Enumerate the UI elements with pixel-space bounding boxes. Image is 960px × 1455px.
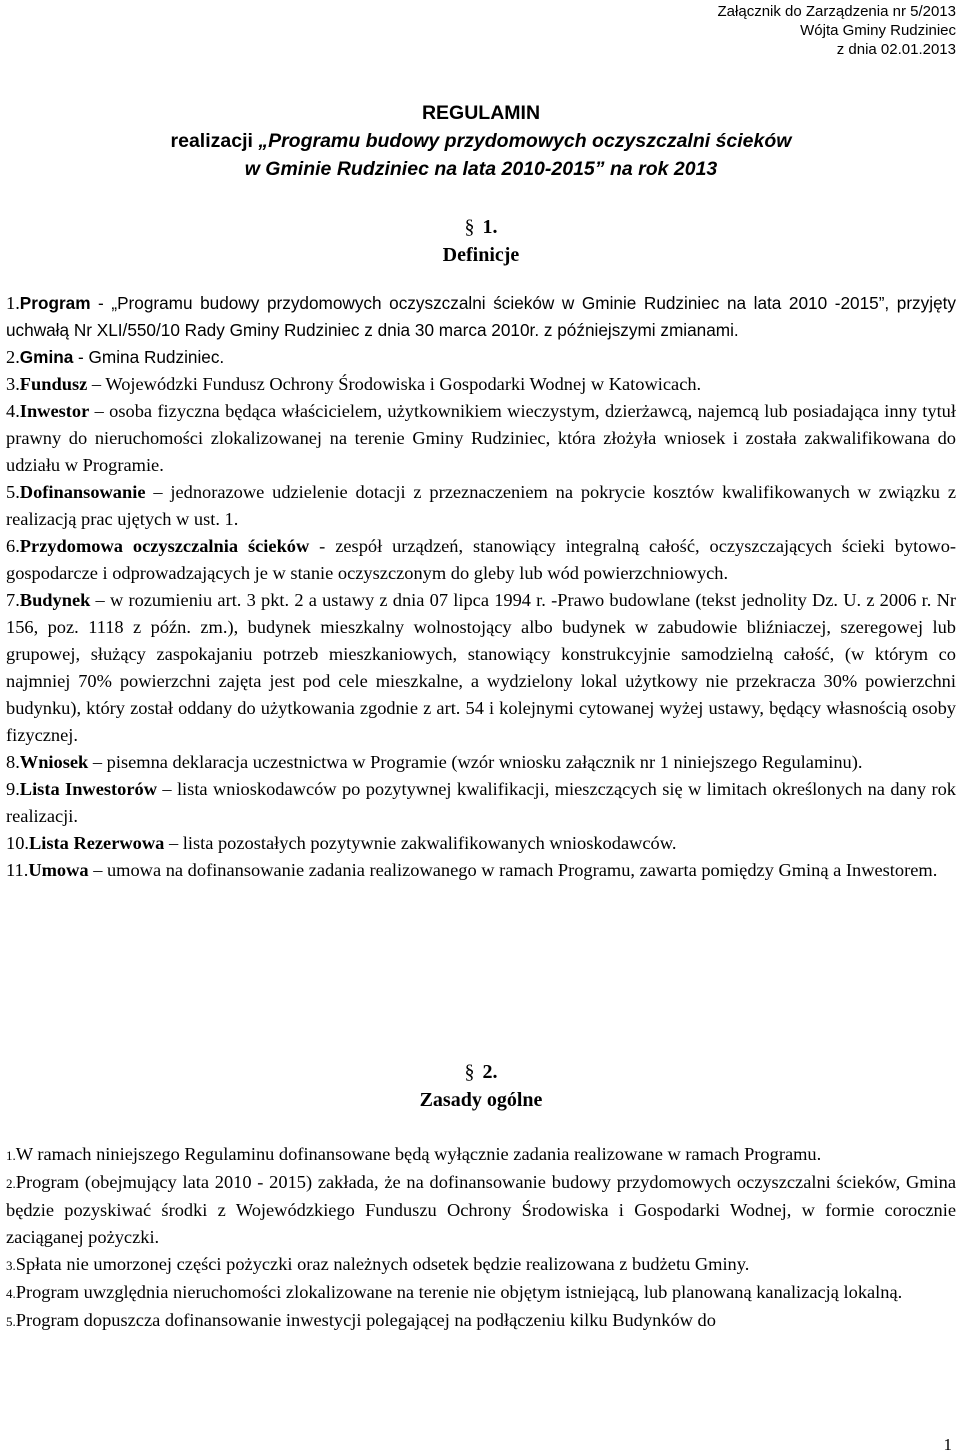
definition-term: Budynek	[19, 590, 91, 610]
definition-text: – lista pozostałych pozytywnie zakwalifikowanych wnioskodawców.	[164, 833, 677, 853]
section-number	[6, 1058, 956, 1086]
item-number: 2.	[6, 1176, 16, 1191]
definition-text: – osoba fizyczna będąca właścicielem, użytkownikiem wieczystym, dzierżawcą, najemcą lub posiadająca inny tytuł prawny do nieruchomości zlokalizowanej na terenie Gminy Rudziniec, która złożyła wniosek i została zakwalifikowana do udziału w Programie.	[6, 401, 956, 475]
definition-text: – lista wnioskodawców po pozytywnej kwalifikacji, mieszczących się w limitach określonych na dany rok realizacji.	[6, 779, 956, 826]
document-title	[6, 99, 956, 183]
definition-item	[6, 749, 956, 776]
item-number: 10.	[6, 833, 29, 853]
definition-text: - „Programu budowy przydomowych oczyszczalni ścieków w Gminie Rudziniec na lata 2010 -2015”, przyjęty uchwałą Nr XLI/550/10 Rady Gminy Rudziniec z dnia 30 marca 2010r. z późniejszymi zmianami.	[6, 293, 956, 340]
title-italic: „Programu budowy przydomowych oczyszczalni ścieków	[258, 130, 792, 152]
section-number-text: 2.	[482, 1061, 498, 1083]
rule-item	[6, 1141, 956, 1169]
item-number: 4.	[6, 1286, 16, 1301]
section-2-heading	[6, 1058, 956, 1114]
section-sign: §	[464, 216, 475, 238]
annex-note	[718, 2, 956, 59]
item-number: 3.	[6, 1258, 16, 1273]
title-subtitle-line: w Gminie Rudziniec na lata 2010-2015” na rok 2013	[244, 158, 718, 180]
definition-text: – umowa na dofinansowanie zadania realizowanego w ramach Programu, zawarta pomiędzy Gminą a Inwestorem.	[88, 860, 938, 880]
section-title: Zasady ogólne	[419, 1089, 543, 1111]
section-sign: §	[464, 1061, 475, 1083]
definition-item	[6, 857, 956, 884]
rule-text: Spłata nie umorzonej części pożyczki oraz należnych odsetek będzie realizowana z budżetu Gminy.	[15, 1254, 750, 1274]
item-number: 5.	[6, 482, 20, 502]
rule-item	[6, 1307, 956, 1335]
item-number: 3.	[6, 374, 20, 394]
annex-note-line: Załącznik do Zarządzenia nr 5/2013	[717, 3, 956, 20]
definition-term: Gmina	[19, 347, 74, 367]
annex-note-line: z dnia 02.01.2013	[836, 41, 956, 58]
item-number: 9.	[6, 779, 20, 799]
rule-item	[6, 1169, 956, 1251]
item-number: 7.	[6, 590, 20, 610]
definition-term: Wniosek	[19, 752, 89, 772]
definitions-list	[6, 290, 956, 884]
item-number: 1.	[6, 1148, 16, 1163]
definition-term: Program	[19, 293, 91, 313]
definition-text: – pisemna deklaracja uczestnictwa w Programie (wzór wniosku załącznik nr 1 niniejszego Regulaminu).	[88, 752, 863, 772]
item-number: 8.	[6, 752, 20, 772]
definition-text: – Wojewódzki Fundusz Ochrony Środowiska i Gospodarki Wodnej w Katowicach.	[87, 374, 702, 394]
definition-term: Lista Inwestorów	[19, 779, 157, 799]
item-number: 2.	[6, 347, 20, 367]
annex-note-line: Wójta Gminy Rudziniec	[800, 22, 956, 39]
rule-item	[6, 1251, 956, 1279]
item-number: 5.	[6, 1314, 16, 1329]
rule-text: Program uwzględnia nieruchomości zlokalizowane na terenie nie objętym istniejącą, lub planowaną kanalizacją lokalną.	[15, 1282, 903, 1302]
definition-item	[6, 776, 956, 830]
definition-term: Przydomowa oczyszczalnia ścieków	[19, 536, 310, 556]
general-rules-list	[6, 1141, 956, 1335]
section-title: Definicje	[442, 244, 520, 266]
definition-item	[6, 344, 956, 371]
rule-text: W ramach niniejszego Regulaminu dofinansowane będą wyłącznie zadania realizowane w ramach Programu.	[15, 1144, 822, 1164]
definition-term: Dofinansowanie	[19, 482, 146, 502]
definition-text: – w rozumieniu art. 3 pkt. 2 a ustawy z dnia 07 lipca 1994 r. -Prawo budowlane (tekst jednolity Dz. U. z 2006 r. Nr 156, poz. 1118 z późn. zm.), budynek mieszkalny wolnostojący albo budynek w zabudowie bliźniaczej, szeregowej lub grupowej, służący zaspokajaniu potrzeb mieszkaniowych, stanowiący konstrukcyjnie samodzielną całość, (w którym co najmniej 70% powierzchni zajęta jest pod cele mieszkalne, a wydzielony lokal użytkowy nie przekracza 30% powierzchni budynku), który został oddany do użytkowania zgodnie z art. 54 i kolejnymi cytowanej wyżej ustawy, będący własnością osoby fizycznej.	[6, 590, 956, 745]
document-page	[6, 0, 956, 1455]
item-number: 4.	[6, 401, 20, 421]
definition-item	[6, 479, 956, 533]
definition-item	[6, 290, 956, 344]
rule-item	[6, 1279, 956, 1307]
item-number: 6.	[6, 536, 20, 556]
section-number	[6, 213, 956, 241]
definition-text: - Gmina Rudziniec.	[73, 347, 225, 367]
definition-term: Lista Rezerwowa	[29, 833, 165, 853]
section-number-text: 1.	[482, 216, 498, 238]
title-main: REGULAMIN	[421, 102, 541, 124]
definition-item	[6, 587, 956, 749]
definition-item	[6, 371, 956, 398]
definition-item	[6, 533, 956, 587]
definition-text: – jednorazowe udzielenie dotacji z przeznaczeniem na pokrycie kosztów kwalifikowanych w związku z realizacją prac ujętych w ust. 1.	[6, 482, 956, 529]
item-number: 11.	[6, 860, 29, 880]
item-number: 1.	[6, 293, 20, 313]
section-1-heading	[6, 213, 956, 269]
title-prefix: realizacji	[170, 130, 259, 152]
definition-term: Umowa	[28, 860, 89, 880]
definition-item	[6, 830, 956, 857]
definition-text: - zespół urządzeń, stanowiący integralną całość, oczyszczających ścieki bytowo-gospodarcze i odprowadzających je w stanie oczyszczonym do gleby lub wód powierzchniowych.	[6, 536, 957, 583]
title-subtitle-line	[6, 127, 956, 155]
page-number: 1	[943, 1435, 952, 1454]
rule-text: Program (obejmujący lata 2010 - 2015) zakłada, że na dofinansowanie budowy przydomowych oczyszczalni ścieków, Gmina będzie pozyskiwać środki z Wojewódzkiego Funduszu Ochrony Środowiska i Gospodarki Wodnej, w formie corocznie zaciąganej pożyczki.	[6, 1172, 956, 1247]
definition-item	[6, 398, 956, 479]
rule-text: Program dopuszcza dofinansowanie inwestycji polegającej na podłączeniu kilku Budynków do	[15, 1310, 716, 1330]
definition-term: Inwestor	[19, 401, 90, 421]
definition-term: Fundusz	[19, 374, 88, 394]
